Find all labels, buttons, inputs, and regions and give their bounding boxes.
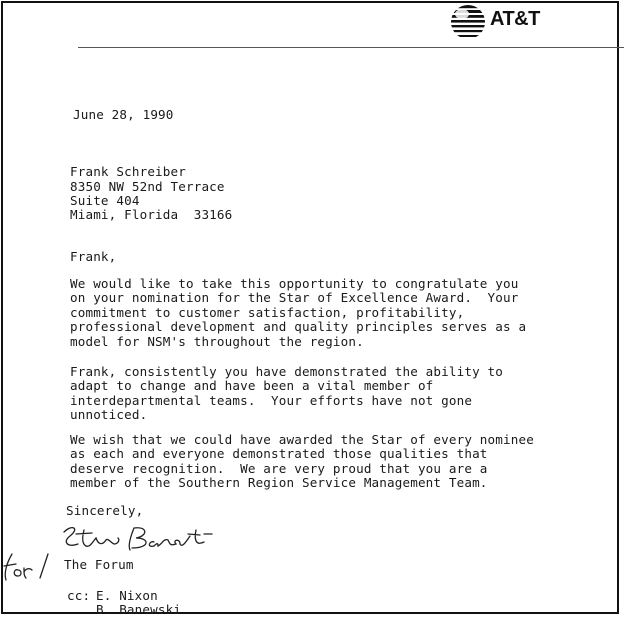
address-street: 8350 NW 52nd Terrace [70,179,225,194]
paragraph-line: interdepartmental teams. Your efforts have not gone [70,392,473,408]
address-name: Frank Schreiber [70,164,186,179]
paragraph-line: on your nomination for the Star of Excellence Award. Your [70,290,519,306]
paragraph-line: Frank, consistently you have demonstrated the ability to [70,364,503,379]
paragraph-line: model for NSM's throughout the region. [70,333,364,349]
cc-name: B. Banewski [96,602,182,617]
address-suite: Suite 404 [70,193,140,208]
paragraph-line: We wish that we could have awarded the Star of every nominee [70,432,534,447]
paragraph-line: commitment to customer satisfaction, profitability, [70,304,465,320]
handwritten-for-mark [2,550,60,582]
cc-name: E. Nixon [96,588,158,603]
paragraph-line: professional development and quality principles serves as a [70,319,527,335]
address-city: Miami, Florida 33166 [70,207,233,222]
paragraph-line: We would like to take this opportunity to congratulate you [70,276,519,291]
paragraph-2 [70,365,503,423]
letter-date: June 28, 1990 [73,107,174,122]
signatory: The Forum [64,557,134,572]
paragraph-3 [70,433,534,491]
paragraph-line: member of the Southern Region Service Management Team. [70,475,488,491]
handwritten-signature [58,522,218,556]
paragraph-line: unnoticed. [70,407,148,423]
cc-label: cc: [67,588,91,603]
paragraph-line: deserve recognition. We are very proud that you are a [70,460,488,476]
closing: Sincerely, [66,503,144,518]
paragraph-1 [70,277,526,349]
company-wordmark: AT&T [490,8,540,30]
att-globe-icon [446,2,490,42]
letterhead-rule [78,47,624,48]
paragraph-line: adapt to change and have been a vital member of [70,378,434,394]
salutation: Frank, [70,249,117,264]
paragraph-line: as each and everyone demonstrated those qualities that [70,446,488,462]
